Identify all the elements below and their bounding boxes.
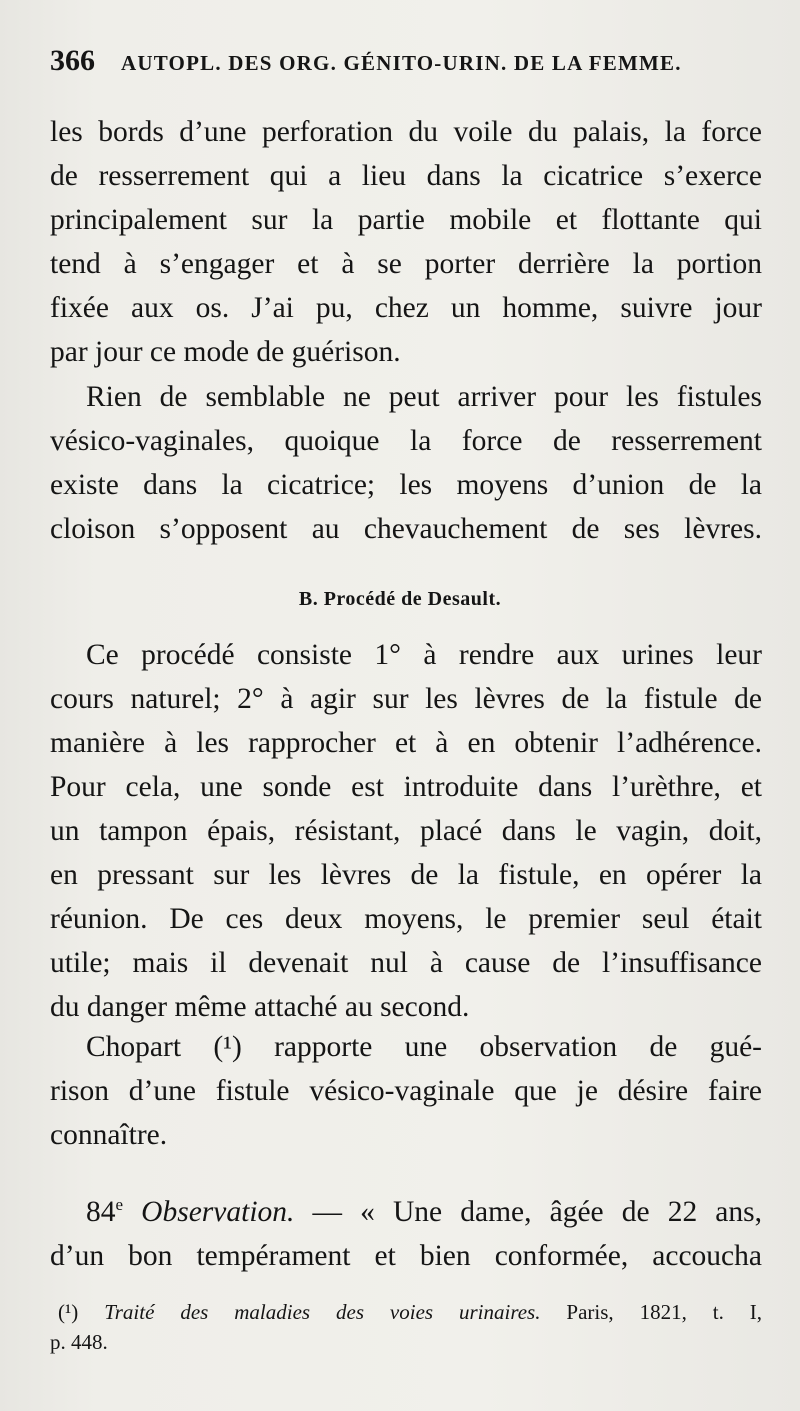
footnote-line: p. 448.	[50, 1330, 108, 1354]
text-line: utile; mais il devenait nul à cause de l’insuffisance	[50, 947, 762, 979]
text-line: Pour cela, une sonde est introduite dans l’urèthre, et	[50, 771, 762, 803]
footnote-title: Traité des maladies des voies urinaires.	[104, 1300, 541, 1324]
text-line: existe dans la cicatrice; les moyens d’union de la	[50, 469, 762, 501]
observation-text: — « Une dame, âgée de 22 ans,	[294, 1196, 763, 1228]
observation-label: Observation.	[141, 1196, 295, 1228]
text-line: par jour ce mode de guérison.	[50, 336, 401, 368]
text-line: fixée aux os. J’ai pu, chez un homme, suivre jour	[50, 292, 762, 324]
text-line: cours naturel; 2° à agir sur les lèvres de la fistule de	[50, 683, 762, 715]
text-line: de resserrement qui a lieu dans la cicatrice s’exerce	[50, 160, 762, 192]
text-line: rison d’une fistule vésico-vaginale que je désire faire	[50, 1075, 762, 1107]
page-header	[50, 44, 760, 94]
text-line: d’un bon tempérament et bien conformée, accoucha	[50, 1240, 762, 1272]
footnote-line	[58, 1297, 762, 1327]
text-line: réunion. De ces deux moyens, le premier seul était	[50, 903, 762, 935]
observation-line	[86, 1190, 762, 1234]
footnote-reference: Paris, 1821, t. I,	[540, 1300, 763, 1324]
text-line: manière à les rapprocher et à en obtenir l’adhérence.	[50, 727, 762, 759]
text-line: connaître.	[50, 1119, 168, 1151]
section-title: B. Procédé de Desault.	[298, 588, 502, 610]
text-line: les bords d’une perforation du voile du palais, la force	[50, 116, 762, 148]
text-line: Chopart (¹) rapporte une observation de gué-	[86, 1031, 762, 1063]
observation-number: 84	[86, 1196, 116, 1228]
text-line: tend à s’engager et à se porter derrière la portion	[50, 248, 762, 280]
observation-superscript: e	[115, 1195, 124, 1215]
page-number: 366	[50, 44, 95, 77]
text-line: un tampon épais, résistant, placé dans le vagin, doit,	[50, 815, 762, 847]
text-line: en pressant sur les lèvres de la fistule, en opérer la	[50, 859, 762, 891]
text-line: cloison s’opposent au chevauchement de ses lèvres.	[50, 513, 762, 545]
text-line: vésico-vaginales, quoique la force de resserrement	[50, 425, 762, 457]
running-title: AUTOPL. DES ORG. GÉNITO-URIN. DE LA FEMME.	[121, 51, 682, 75]
text-line: du danger même attaché au second.	[50, 991, 470, 1023]
footnote-marker: (¹)	[58, 1300, 79, 1324]
text-line: Ce procédé consiste 1° à rendre aux urines leur	[86, 639, 762, 671]
text-line: principalement sur la partie mobile et flottante qui	[50, 204, 762, 236]
text-line: Rien de semblable ne peut arriver pour les fistules	[86, 381, 762, 413]
